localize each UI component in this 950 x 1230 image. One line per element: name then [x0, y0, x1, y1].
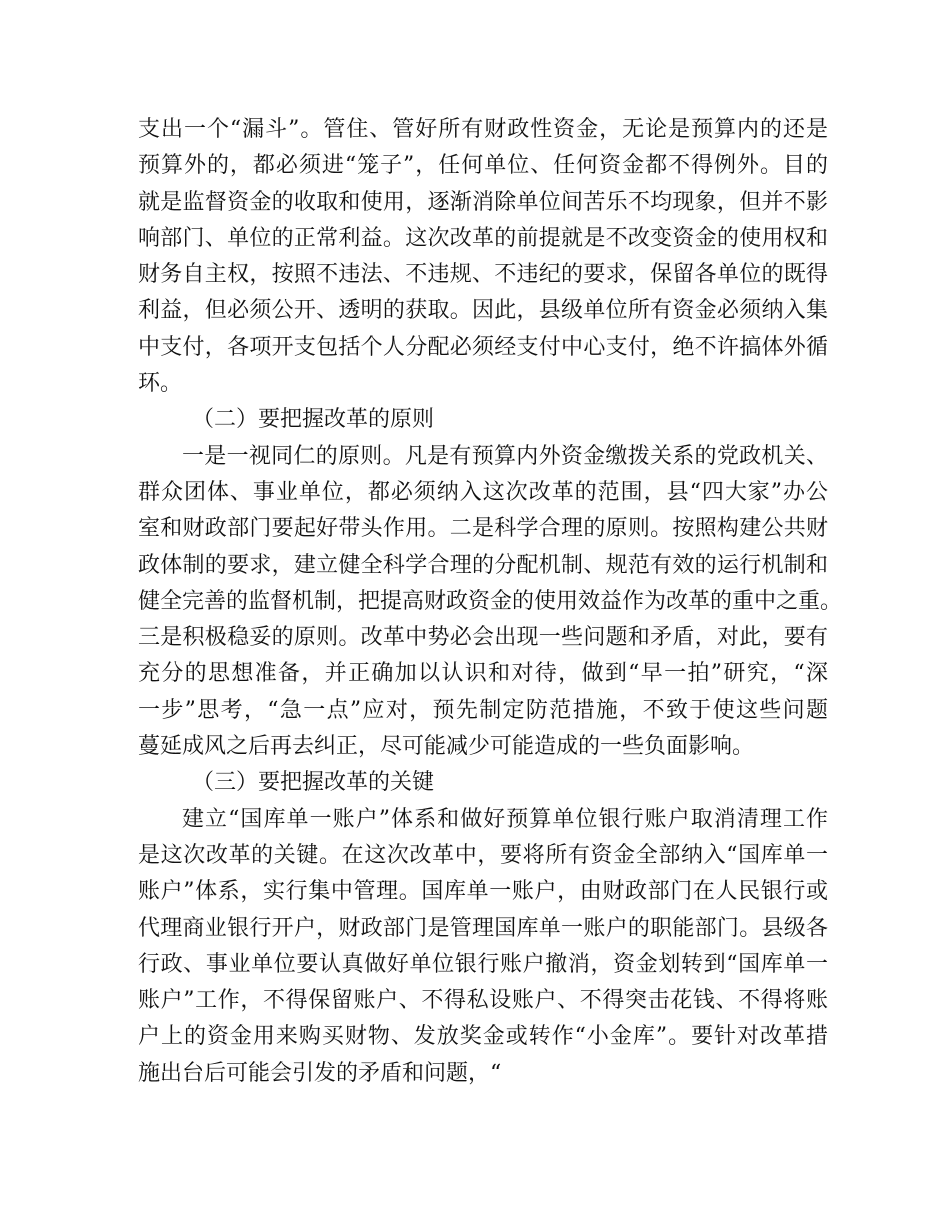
line-text: 行政、事业单位要认真做好单位银行账户撤消，资金划转到“国库单一: [138, 951, 828, 977]
line-text: 政体制的要求，建立健全科学合理的分配机制、规范有效的运行机制和: [138, 552, 828, 578]
line-text: 代理商业银行开户，财政部门是管理国库单一账户的职能部门。县级各: [138, 915, 828, 941]
line-text: 支出一个“漏斗”。管住、管好所有财政性资金，无论是预算内的还是: [138, 117, 828, 142]
section-heading: [138, 402, 828, 438]
paragraph-line: [138, 548, 828, 584]
line-text: 一步”思考，“急一点”应对，预先制定防范措施，不致于使这些问题: [138, 697, 828, 723]
line-text: 户上的资金用来购买财物、发放奖金或转作“小金库”。要针对改革措: [138, 1024, 828, 1050]
line-text: 建立“国库单一账户”体系和做好预算单位银行账户取消清理工作: [182, 806, 828, 832]
paragraph-line: [138, 656, 828, 692]
paragraph-line: [138, 475, 828, 511]
paragraph-line: [138, 148, 828, 184]
line-text: 健全完善的监督机制，把提高财政资金的使用效益作为改革的重中之重。: [138, 588, 843, 614]
paragraph-line: [138, 257, 828, 293]
line-text: 预算外的，都必须进“笼子”，任何单位、任何资金都不得例外。目的: [138, 153, 828, 179]
line-text: 充分的思想准备，并正确加以认识和对待，做到“早一拍”研究，“深: [138, 661, 828, 687]
line-text: 蔓延成风之后再去纠正，尽可能减少可能造成的一些负面影响。: [138, 734, 755, 760]
paragraph-line: [138, 983, 828, 1019]
paragraph-line: [138, 693, 828, 729]
line-text: 响部门、单位的正常利益。这次改革的前提就是不改变资金的使用权和: [138, 225, 828, 251]
line-text: 一是一视同仁的原则。凡是有预算内外资金缴拨关系的党政机关、: [182, 443, 828, 469]
line-text: 账户”工作，不得保留账户、不得私设账户、不得突击花钱、不得将账: [138, 988, 828, 1014]
line-text: 利益，但必须公开、透明的获取。因此，县级单位所有资金必须纳入集: [138, 298, 828, 324]
paragraph-first-line: [138, 802, 828, 838]
paragraph-line: [138, 729, 828, 765]
paragraph-line: [138, 911, 828, 947]
paragraph-line: [138, 293, 828, 329]
paragraph-line: [138, 620, 828, 656]
paragraph-line: [138, 1056, 828, 1092]
section-heading: [138, 765, 828, 801]
line-text: 室和财政部门要起好带头作用。二是科学合理的原则。按照构建公共财: [138, 516, 828, 542]
paragraph-first-line: [138, 439, 828, 475]
line-text: （二）要把握改革的原则: [192, 407, 435, 433]
paragraph-line: [138, 221, 828, 257]
paragraph-line: [138, 874, 828, 910]
paragraph-line: [138, 838, 828, 874]
paragraph-line: [138, 584, 843, 620]
line-text: 环。: [138, 371, 183, 397]
line-text: 中支付，各项开支包括个人分配必须经支付中心支付，绝不许搞体外循: [138, 334, 828, 360]
paragraph-line: [138, 511, 828, 547]
line-text: 施出台后可能会引发的矛盾和问题，“: [138, 1060, 502, 1086]
line-text: 财务自主权，按照不违法、不违规、不违纪的要求，保留各单位的既得: [138, 262, 828, 288]
line-text: 账户”体系，实行集中管理。国库单一账户，由财政部门在人民银行或: [138, 879, 828, 905]
paragraph-line: [138, 330, 828, 366]
line-text: 是这次改革的关键。在这次改革中，要将所有资金全部纳入“国库单一: [138, 842, 828, 868]
line-text: （三）要把握改革的关键: [192, 770, 435, 796]
line-text: 群众团体、事业单位，都必须纳入这次改革的范围，县“四大家”办公: [138, 479, 828, 505]
paragraph-line: [138, 366, 828, 402]
document-body: [138, 112, 843, 1092]
paragraph-line: [138, 112, 828, 148]
line-text: 就是监督资金的收取和使用，逐渐消除单位间苦乐不均现象，但并不影: [138, 189, 828, 215]
paragraph-line: [138, 947, 828, 983]
line-text: 三是积极稳妥的原则。改革中势必会出现一些问题和矛盾，对此，要有: [138, 625, 828, 651]
paragraph-line: [138, 1019, 828, 1055]
paragraph-line: [138, 185, 828, 221]
